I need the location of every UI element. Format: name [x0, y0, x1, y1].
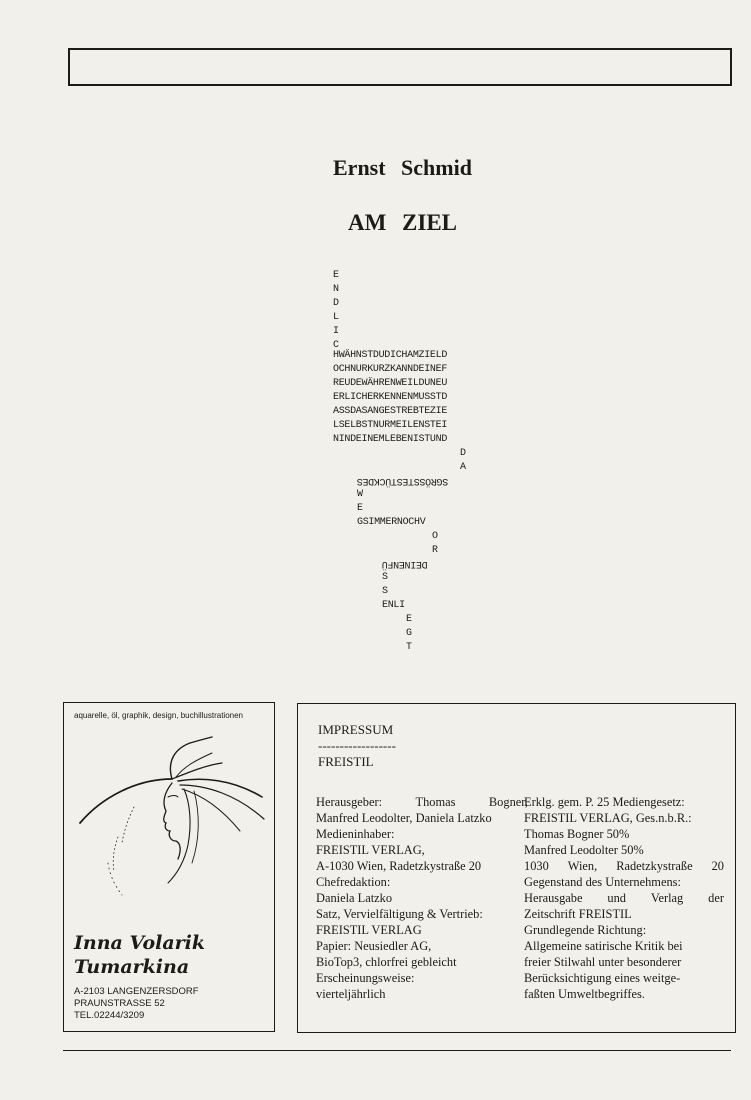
publisher-first: Thomas: [415, 795, 456, 809]
purpose-word: Herausgabe: [524, 891, 583, 905]
owner-address: A-1030 Wien, Radetzkystraße 20: [316, 859, 482, 873]
declaration-company: FREISTIL VERLAG, Ges.n.b.R.:: [524, 811, 692, 825]
ad-tagline: aquarelle, öl, graphik, design, buchillustrationen: [74, 711, 243, 720]
impressum-right-column: [524, 794, 724, 1002]
poem-line: T: [406, 642, 412, 653]
purpose-word: der: [708, 891, 724, 905]
poem-line: S: [382, 586, 388, 597]
poem-line: D: [460, 448, 466, 459]
poem-line: E: [406, 614, 412, 625]
poem-line: E: [357, 503, 363, 514]
poem-line-inverted: SGRÖSSTESTÜCKDES: [357, 475, 449, 486]
publisher-last: Bogner,: [488, 795, 528, 809]
paper-detail: BioTop3, chlorfrei gebleicht: [316, 955, 457, 969]
poem-line: O: [432, 531, 438, 542]
phone-number: TEL.02244/3209: [74, 1010, 145, 1021]
shareholder-2: Manfred Leodolter 50%: [524, 843, 644, 857]
poem-line: HWÄHNSTDUDICHAMZIELD: [333, 350, 448, 361]
purpose-label: Gegenstand des Unternehmens:: [524, 875, 681, 889]
footer-rule: [63, 1050, 731, 1051]
poem-line: GSIMMERNOCHV: [357, 517, 426, 528]
frequency-label: Erscheinungsweise:: [316, 971, 415, 985]
impressum-heading: IMPRESSUM: [318, 722, 394, 737]
direction-text: freier Stilwahl unter besonderer: [524, 955, 682, 969]
poem-line: L: [333, 312, 339, 323]
artist-name: [74, 931, 205, 979]
poem-line: ASSDASANGESTREBTEZIE: [333, 406, 448, 417]
company-address: [524, 858, 724, 874]
publisher-line: [316, 794, 528, 810]
publisher-label: Herausgeber:: [316, 795, 383, 809]
poem-line: NINDEINEMLEBENISTUND: [333, 434, 448, 445]
poem-line: LSELBSTNURMEILENSTEI: [333, 420, 448, 431]
direction-label: Grundlegende Richtung:: [524, 923, 647, 937]
frequency-value: vierteljährlich: [316, 987, 386, 1001]
poem-line: ERLICHERKENNENMUSSTD: [333, 392, 448, 403]
poem-title: AM ZIEL: [347, 210, 458, 235]
address-city: Wien,: [567, 859, 598, 873]
poem-line: ENLI: [382, 600, 405, 611]
magazine-name: FREISTIL: [318, 754, 374, 769]
impressum-box: [297, 703, 736, 1033]
artist-address: [74, 986, 199, 1022]
address-street: PRAUNSTRASSE 52: [74, 998, 165, 1009]
poem-line: N: [333, 284, 339, 295]
production-name: FREISTIL VERLAG: [316, 923, 422, 937]
poem-line: C: [333, 340, 339, 351]
declaration-label: Erklg. gem. P. 25 Mediengesetz:: [524, 795, 685, 809]
paper-info: Papier: Neusiedler AG,: [316, 939, 432, 953]
editor-label: Chefredaktion:: [316, 875, 391, 889]
poem-line: REUDEWÄHRENWEILDUNEU: [333, 378, 448, 389]
author-name: Ernst Schmid: [333, 155, 472, 180]
direction-text: Berücksichtigung eines weitge-: [524, 971, 681, 985]
header-frame: [68, 48, 732, 86]
poem-line: D: [333, 298, 339, 309]
production-label: Satz, Vervielfältigung & Vertrieb:: [316, 907, 483, 921]
shareholder-1: Thomas Bogner 50%: [524, 827, 630, 841]
impressum-left-column: [316, 794, 528, 1002]
woman-portrait-illustration: [72, 727, 268, 922]
purpose-word: Verlag: [650, 891, 684, 905]
poem-line: E: [333, 270, 339, 281]
poem-line: G: [406, 628, 412, 639]
direction-text: faßten Umweltbegriffes.: [524, 987, 645, 1001]
owner-label: Medieninhaber:: [316, 827, 395, 841]
poem-line: S: [382, 572, 388, 583]
impressum-header: [318, 722, 396, 770]
impressum-separator: ------------------: [318, 738, 396, 753]
direction-text: Allgemeine satirische Kritik bei: [524, 939, 683, 953]
owner-name: FREISTIL VERLAG,: [316, 843, 425, 857]
poem-line: R: [432, 545, 438, 556]
address-number: 20: [711, 859, 724, 873]
editor-name: Daniela Latzko: [316, 891, 393, 905]
poem-line: I: [333, 326, 339, 337]
poem-line-inverted: DEINENFÜ: [382, 558, 428, 569]
address-city: A-2103 LANGENZERSDORF: [74, 986, 199, 997]
address-zip: 1030: [524, 859, 549, 873]
poem-line: W: [357, 489, 363, 500]
purpose-line: [524, 890, 724, 906]
purpose-object: Zeitschrift FREISTIL: [524, 907, 632, 921]
poem-line: A: [460, 462, 466, 473]
address-street: Radetzkystraße: [616, 859, 693, 873]
purpose-word: und: [607, 891, 626, 905]
artist-first-name: Inna Volarik: [74, 932, 206, 954]
publisher-names: Manfred Leodolter, Daniela Latzko: [316, 811, 492, 825]
poem-line: OCHNURKURZKANNDEINEF: [333, 364, 448, 375]
artist-last-name: Tumarkina: [74, 956, 190, 978]
artist-advertisement: [63, 702, 275, 1032]
